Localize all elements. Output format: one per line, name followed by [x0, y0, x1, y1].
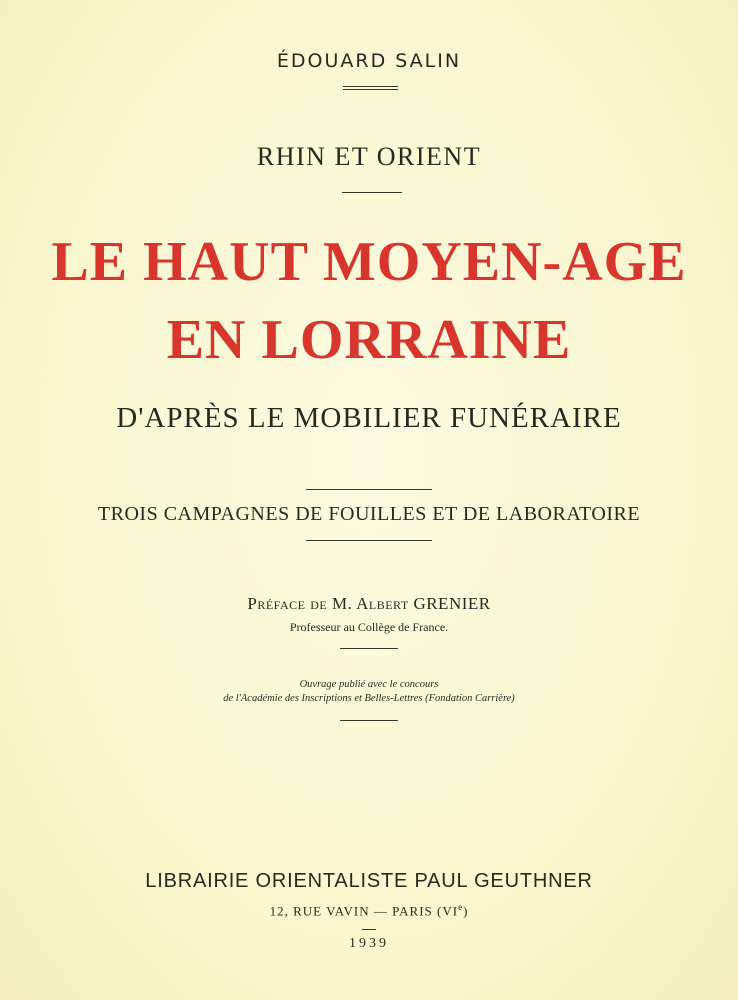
campaigns-text: TROIS CAMPAGNES DE FOUILLES ET DE LABORATOIRE [97, 503, 641, 525]
series-title: RHIN ET ORIENT [256, 142, 482, 171]
publication-year: 1939 [349, 936, 389, 951]
publisher-name: LIBRAIRIE ORIENTALISTE PAUL GEUTHNER [145, 870, 593, 892]
preface-rule [340, 648, 398, 649]
campaigns-bottom-rule [306, 540, 432, 541]
preface-line [0, 594, 738, 614]
preface-prefix: Préface de M. Albert [247, 594, 409, 613]
address-rule [362, 929, 376, 930]
address-street: 12, RUE VAVIN — PARIS (VI [269, 903, 459, 919]
campaigns-top-rule [306, 489, 432, 490]
address-superscript: e [458, 902, 464, 912]
main-title-line-1: LE HAUT MOYEN-AGE [51, 231, 687, 293]
publication-note-line-1: Ouvrage publié avec le concours [299, 679, 439, 690]
publication-rule [340, 720, 398, 721]
publication-note-line-2: de l'Académie des Inscriptions et Belles-Lettres (Fondation Carrière) [223, 693, 515, 704]
author-name: ÉDOUARD SALIN [276, 50, 462, 72]
preface-name: GRENIER [413, 594, 491, 613]
subtitle: D'APRÈS LE MOBILIER FUNÉRAIRE [116, 402, 622, 434]
author-double-rule [343, 86, 398, 90]
publisher-address [0, 902, 738, 919]
preface-affiliation: Professeur au Collège de France. [289, 620, 449, 634]
series-rule [342, 192, 402, 193]
main-title-line-2: EN LORRAINE [166, 309, 572, 371]
address-close: ) [463, 903, 469, 919]
